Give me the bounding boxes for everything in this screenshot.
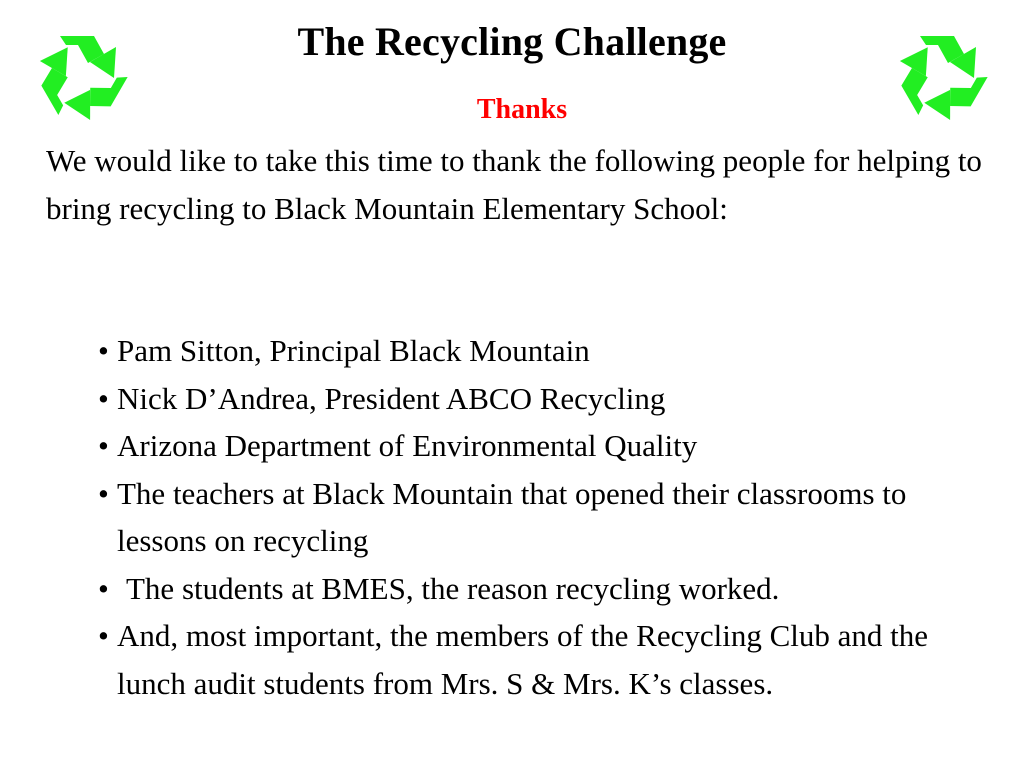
bullet-glyph: •	[98, 570, 109, 606]
list-item-text: And, most important, the members of the Recycling Club and the lunch audit students from Mrs. S & Mrs. K’s classes.	[117, 618, 929, 701]
list-item-text: The students at BMES, the reason recycling worked.	[126, 570, 780, 606]
list-item-text: Pam Sitton, Principal Black Mountain	[117, 333, 590, 368]
slide-subtitle: Thanks	[476, 94, 568, 125]
intro-paragraph: We would like to take this time to thank the following people for helping to bring recycling to Black Mountain Elementary School:	[46, 143, 982, 226]
bullet-glyph: •	[98, 333, 109, 368]
list-item	[98, 327, 998, 375]
bullet-glyph: •	[98, 475, 109, 511]
bullet-glyph: •	[98, 618, 109, 653]
list-item	[98, 375, 998, 423]
thanks-list	[98, 327, 998, 707]
list-item	[98, 470, 998, 565]
bullet-glyph: •	[98, 428, 109, 463]
slide-title: The Recycling Challenge	[297, 19, 727, 64]
list-item	[98, 422, 998, 470]
list-item	[98, 612, 998, 707]
list-item	[98, 565, 998, 613]
bullet-glyph: •	[98, 380, 109, 416]
list-item-text: The teachers at Black Mountain that opened their classrooms to lessons on recycling	[117, 475, 907, 558]
list-item-text: Arizona Department of Environmental Quality	[117, 428, 698, 463]
list-item-text: Nick D’Andrea, President ABCO Recycling	[117, 380, 666, 416]
